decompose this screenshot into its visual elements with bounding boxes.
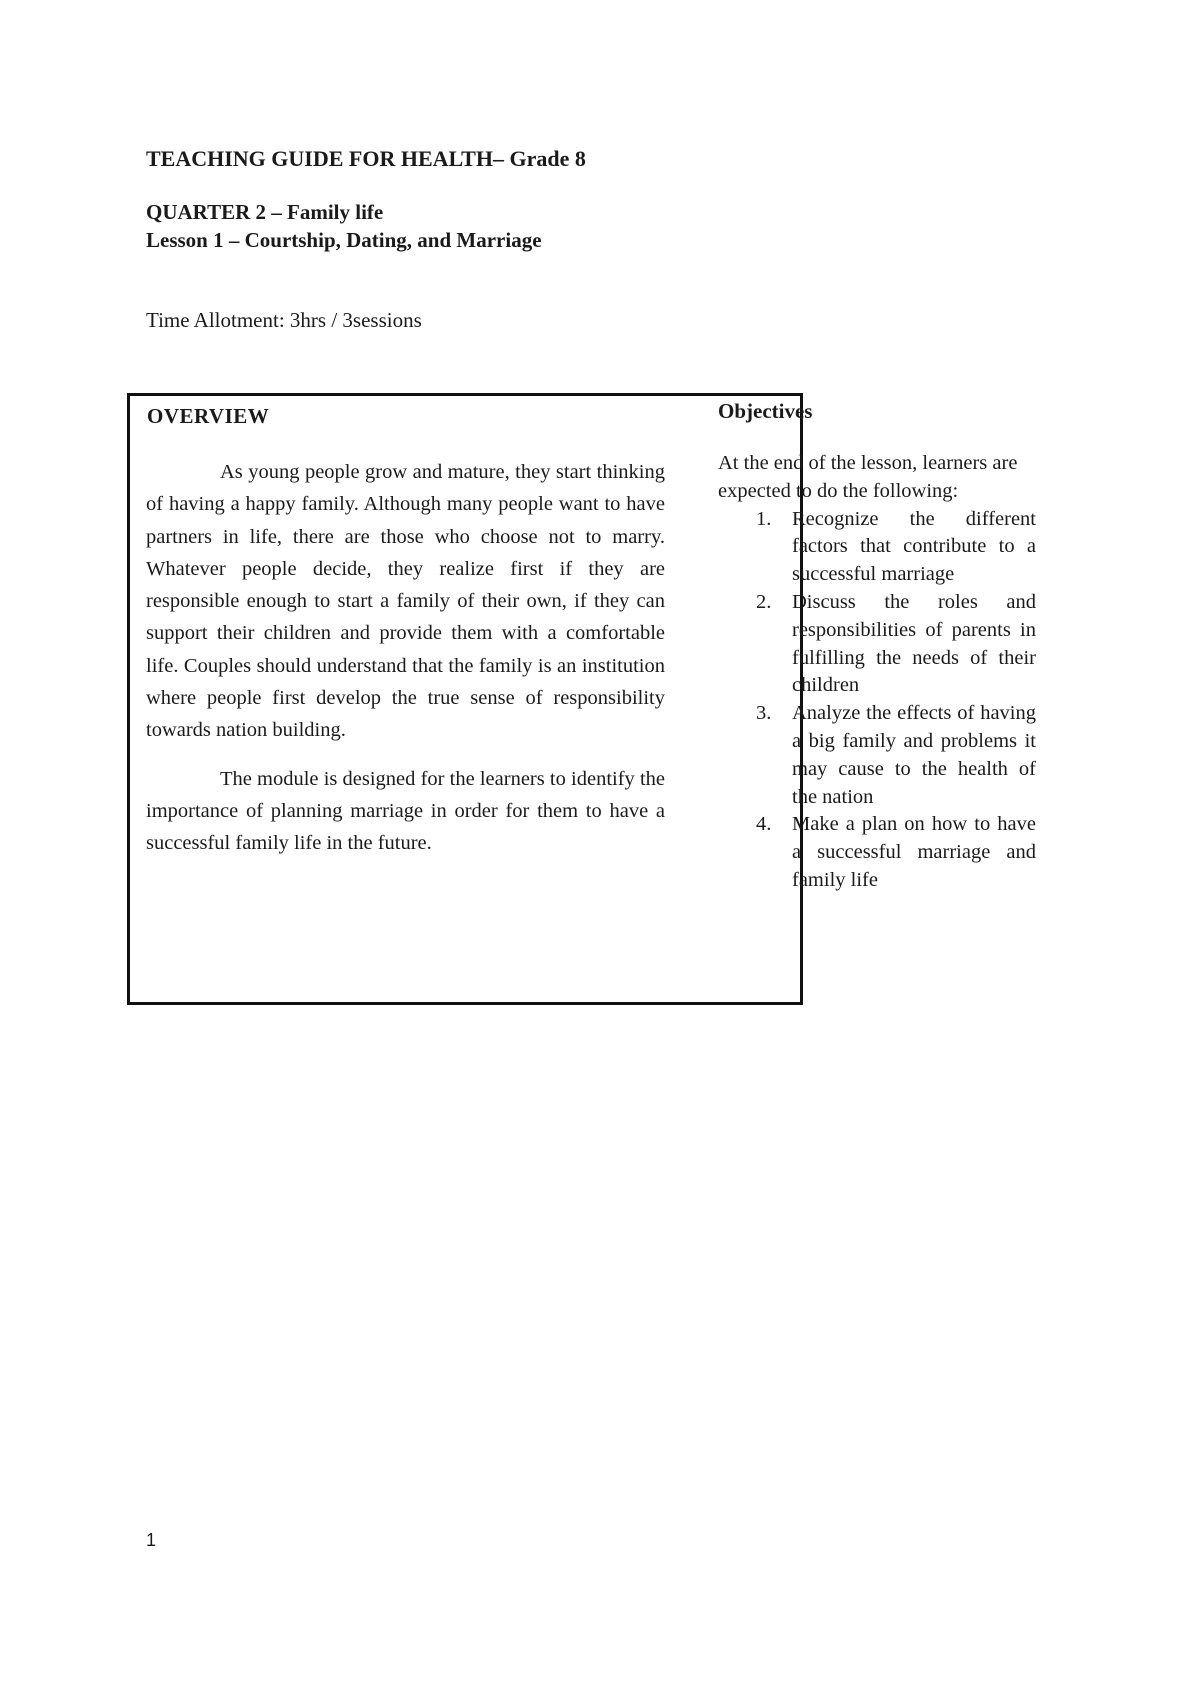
page-number: 1 bbox=[146, 1530, 157, 1550]
objective-number: 3. bbox=[756, 702, 772, 725]
objectives-section bbox=[718, 399, 1036, 895]
objective-text: Discuss the roles and responsibilities of parents in fulfilling the needs of their children bbox=[792, 590, 1036, 697]
objectives-list bbox=[718, 506, 1036, 895]
overview-box bbox=[127, 393, 803, 1005]
objective-item bbox=[718, 811, 1036, 894]
overview-body bbox=[146, 456, 665, 876]
overview-paragraph: As young people grow and mature, they start thinking of having a happy family. Although many people want to have partners in life, there are those who choose not to marry. Whatever people decide, they realize first if they are responsible enough to start a family of their own, if they can support their children and provide them with a comfortable life. Couples should understand that the family is an institution where people first develop the true sense of responsibility towards nation building. bbox=[146, 461, 665, 742]
objective-text: Analyze the effects of having a big family and problems it may cause to the health of the nation bbox=[792, 702, 1036, 808]
objective-number: 1. bbox=[756, 507, 772, 530]
lesson-heading: Lesson 1 – Courtship, Dating, and Marriage bbox=[146, 228, 542, 252]
objective-text: Make a plan on how to have a successful marriage and family life bbox=[792, 813, 1036, 891]
time-allotment: Time Allotment: 3hrs / 3sessions bbox=[146, 308, 422, 332]
overview-heading: OVERVIEW bbox=[147, 404, 270, 428]
objective-item bbox=[718, 700, 1036, 811]
document-title: TEACHING GUIDE FOR HEALTH– Grade 8 bbox=[146, 146, 586, 171]
objective-number: 4. bbox=[756, 813, 772, 836]
quarter-heading: QUARTER 2 – Family life bbox=[146, 200, 384, 224]
objective-item bbox=[718, 589, 1036, 700]
objectives-heading: Objectives bbox=[718, 399, 813, 423]
overview-paragraph: The module is designed for the learners to identify the importance of planning marriage in order for them to have a successful family life in the future. bbox=[146, 767, 665, 855]
objectives-intro: At the end of the lesson, learners are expected to do the following: bbox=[718, 452, 1018, 502]
objective-text: Recognize the different factors that contribute to a successful marriage bbox=[792, 507, 1036, 586]
objective-item bbox=[718, 506, 1036, 589]
objective-number: 2. bbox=[756, 590, 772, 613]
